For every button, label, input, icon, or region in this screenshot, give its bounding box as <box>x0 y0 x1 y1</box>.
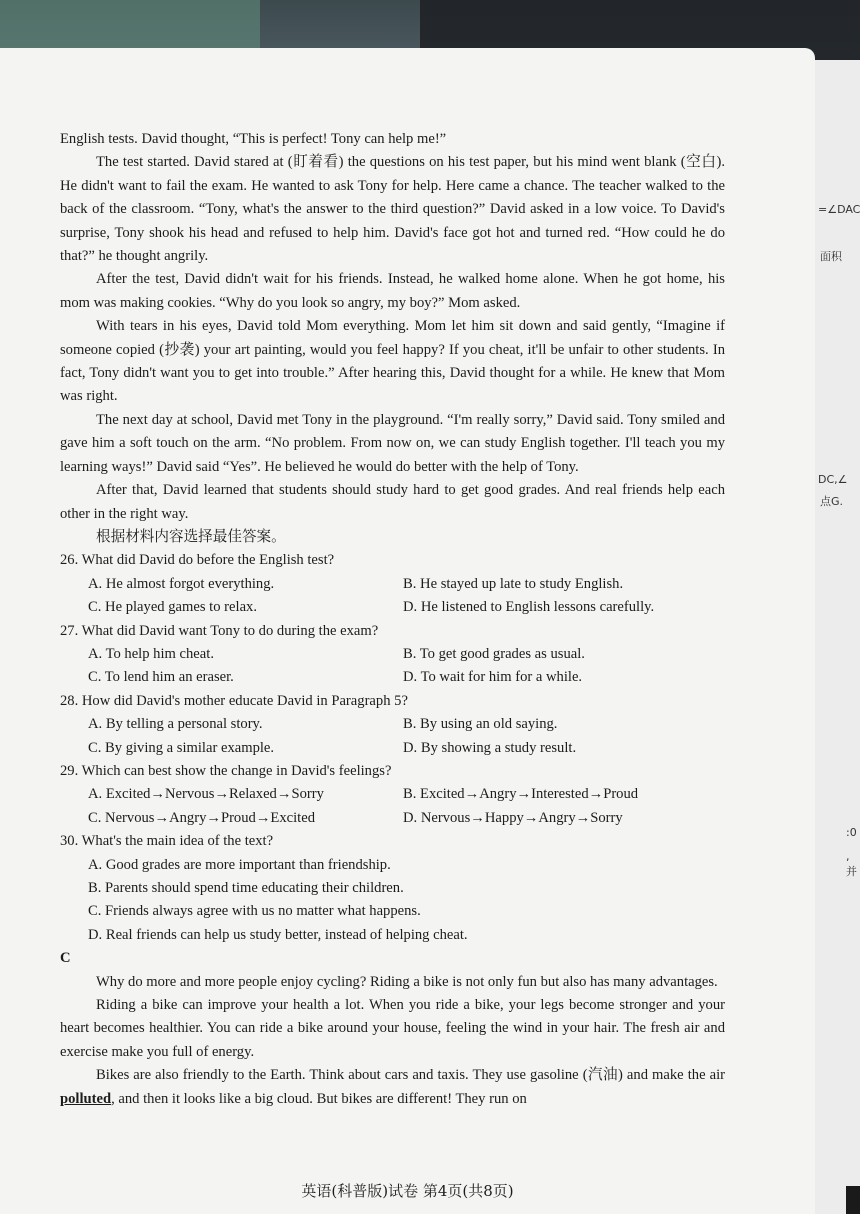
passage-paragraph: After the test, David didn't wait for his friends. Instead, he walked home alone. When he got home, his mom was making cookies. “Why do you look so angry, my boy?” Mom asked. <box>60 271 725 311</box>
option-c: C. Nervous→Angry→Proud→Excited <box>88 809 315 826</box>
question-stem: 29. Which can best show the change in David's feelings? <box>60 762 392 779</box>
background-shape <box>0 0 260 50</box>
side-fragment: :0 <box>846 826 857 839</box>
option-c: C. Friends always agree with us no matter what happens. <box>88 903 421 920</box>
option-b: B. Excited→Angry→Interested→Proud <box>403 786 639 803</box>
question-stem: 26. What did David do before the English test? <box>60 552 335 569</box>
passage-paragraph: After that, David learned that students should study hard to get good grades. And real friends help each other in the right way. <box>60 482 725 522</box>
passage-paragraph: The test started. David stared at (盯着看) the questions on his test paper, but his mind went blank (空白). He didn't want to fail the exam. He wanted to ask Tony for help. Here came a chance. The teacher walked to the back of the classroom. “Tony, what's the answer to the third question?” David asked in a low voice. To David's surprise, Tony shook his head and refused to help him. David's face got hot and turned red. “How could he do that?” he thought angrily. <box>60 154 725 265</box>
option-b: B. Parents should spend time educating their children. <box>88 880 404 896</box>
option-a: A. Excited→Nervous→Relaxed→Sorry <box>88 786 324 803</box>
option-a: A. He almost forgot everything. <box>88 575 275 592</box>
option-a: A. By telling a personal story. <box>88 716 263 733</box>
option-b: B. To get good grades as usual. <box>403 645 585 662</box>
question-instruction: 根据材料内容选择最佳答案。 <box>96 528 286 545</box>
option-d: D. To wait for him for a while. <box>403 669 583 686</box>
passage-paragraph: Riding a bike can improve your health a lot. When you ride a bike, your legs become stronger and your heart becomes healthier. You can ride a bike around your house, feeling the wind in your hair. The fresh air and exercise make you full of energy. <box>60 997 725 1060</box>
option-d: D. Nervous→Happy→Angry→Sorry <box>403 809 623 826</box>
passage-paragraph: With tears in his eyes, David told Mom everything. Mom let him sit down and said gently, “Imagine if someone copied (抄袭) your art painting, would you feel happy? If you cheat, it'll be unfair to other students. In fact, Tony didn't want you to get into trouble.” After hearing this, David thought for a while. He knew that Mom was right. <box>60 318 725 405</box>
question-26 <box>60 549 725 619</box>
passage-paragraph: English tests. David thought, “This is perfect! Tony can help me!” <box>60 131 447 147</box>
option-c: C. By giving a similar example. <box>88 739 275 756</box>
underlined-word: polluted <box>60 1090 112 1107</box>
section-heading: C <box>60 950 71 967</box>
question-stem: 28. How did David's mother educate David in Paragraph 5? <box>60 692 408 709</box>
option-c: C. To lend him an eraser. <box>88 669 234 686</box>
side-fragment: 面积 <box>820 250 842 263</box>
side-fragment: 点G. <box>820 495 844 508</box>
option-c: C. He played games to relax. <box>88 599 257 616</box>
option-d: D. Real friends can help us study better, instead of helping cheat. <box>88 926 468 943</box>
option-d: D. By showing a study result. <box>403 739 577 756</box>
question-27 <box>60 620 725 690</box>
passage-paragraph: The next day at school, David met Tony in the playground. “I'm really sorry,” David said. Tony smiled and gave him a soft touch on the arm. “No problem. From now on, we can study English together. I'll teach you my learning ways!” David said “Yes”. He believed he would do better with the help of Tony. <box>60 411 725 475</box>
exam-content <box>60 128 725 1111</box>
side-fragment: =∠DAC <box>818 203 860 216</box>
question-stem: 27. What did David want Tony to do during the exam? <box>60 622 379 639</box>
page-corner-mark <box>846 1186 860 1214</box>
side-fragment: DC,∠ <box>818 473 848 486</box>
question-stem: 30. What's the main idea of the text? <box>60 833 274 850</box>
side-fragment: ,并 <box>846 850 857 878</box>
question-29 <box>60 760 725 830</box>
question-30 <box>60 830 725 947</box>
option-d: D. He listened to English lessons carefully. <box>403 599 655 616</box>
paragraph-text: , and then it looks like a big cloud. But bikes are different! They run on <box>111 1090 527 1107</box>
option-a: A. To help him cheat. <box>88 645 214 662</box>
passage-paragraph: Why do more and more people enjoy cycling? Riding a bike is not only fun but also has many advantages. <box>96 973 718 990</box>
option-b: B. He stayed up late to study English. <box>403 575 624 592</box>
option-a: A. Good grades are more important than friendship. <box>88 856 391 873</box>
option-b: B. By using an old saying. <box>403 716 558 733</box>
passage-paragraph <box>60 1064 725 1111</box>
paragraph-text: Bikes are also friendly to the Earth. Think about cars and taxis. They use gasoline (汽油) and make the air <box>96 1067 725 1084</box>
page-footer: 英语(科普版)试卷 第4页(共8页) <box>301 1182 514 1200</box>
question-28 <box>60 690 725 760</box>
